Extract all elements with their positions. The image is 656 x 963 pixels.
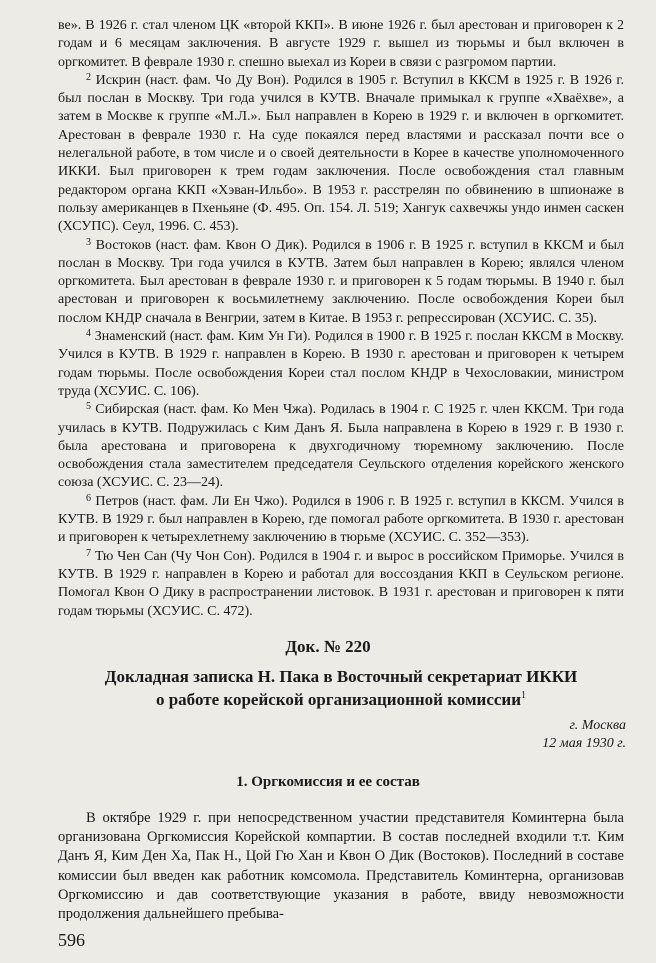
- footnote-number: 2: [86, 71, 91, 83]
- footnote-text: Искрин (наст. фам. Чо Ду Вон). Родился в 1905 г. Вступил в ККСМ в 1925 г. В 1926 г. был послан в Москву. Три года учился в КУТВ. Вначале примыкал к группе «Хваёхве», а затем в Москве к группе «М.Л.». Был направлен в Корею в 1929 г. и включен в оргкомитет. Арестован в феврале 1930 г. На суде покаялся перед властями и рассказал почти все о нелегальной работе, в том числе и о своей деятельности в Корее в качестве уполномоченного ИККИ. Был приговорен к трем годам заключения. После освобождения стал главным редактором органа ККП «Хэван-Ильбо». В 1953 г. расстрелян по обвинению в шпионаже в пользу американцев в Пхеньяне (Ф. 495. Оп. 154. Л. 519; Хангук сахвечжы ундо инмен саскен (ХСУПС). Сеул, 1996. С. 453).: [58, 72, 625, 235]
- footnote-number: 4: [86, 328, 91, 340]
- body-paragraph: В октябре 1929 г. при непосредственном участии представителя Коминтерна была организована Оргкомиссия Корейской компартии. В состав последней входили т.т. Ким Данъ Я, Ким Ден Ха, Пак Н., Цой Гю Хан и Квон О Дик (Востоков). Последний в составе комиссии был введен как работник комсомола. Представитель Коминтерна, организовав Оргкомиссию и дав соответствующие указания в работе, ввиду невозможности продолжения дальнейшего пребыва-: [58, 810, 624, 923]
- footnote-text: Петров (наст. фам. Ли Ен Чжо). Родился в 1906 г. В 1925 г. вступил в ККСМ. Учился в КУТВ. В 1929 г. был направлен в Корею, где помогал работе оргкомитета. В 1930 г. арестован и приговорен к четырехлетнему заключению в тюрьме (ХСУИС. С. 352—353).: [58, 493, 625, 546]
- footnote-number: 3: [86, 236, 91, 248]
- footnote-number: 5: [86, 401, 91, 413]
- document-number: Док. № 220: [285, 637, 371, 656]
- document-title-text: о работе корейской организационной комиссии: [155, 690, 522, 709]
- document-place: г. Москва: [569, 718, 626, 733]
- footnote-3: [58, 237, 624, 328]
- place-and-date: [542, 717, 626, 753]
- footnote-2: [58, 72, 624, 237]
- footnote-continuation: [58, 17, 624, 72]
- footnote-text: Знаменский (наст. фам. Ким Ун Ги). Родился в 1900 г. В 1925 г. послан ККСМ в Москву. Учился в КУТВ. В 1929 г. направлен в Корею. В 1930 г. арестован и приговорен к четырем годам тюрьмы. После освобождения Кореи стал послом КНДР в Чехословакии, министром труда (ХСУИС. С. 106).: [58, 329, 625, 399]
- footnote-6: [58, 493, 624, 548]
- document-title: [58, 665, 624, 711]
- footnote-number: 7: [86, 547, 91, 559]
- footnote-5: [58, 401, 624, 492]
- footnote-text: Тю Чен Сан (Чу Чон Сон). Родился в 1904 г. и вырос в российском Приморье. Учился в КУТВ. В 1929 г. направлен в Корею и работал для воссоздания ККП в Сеульском регионе. Помогал Квон О Дику в распространении листовок. В 1931 г. арестован и приговорен к пяти годам тюрьмы (ХСУИС. С. 472).: [58, 548, 625, 619]
- section-heading: 1. Оргкомиссия и ее состав: [236, 774, 420, 790]
- document-date: 12 мая 1930 г.: [542, 736, 626, 751]
- document-title-line-1: Докладная записка Н. Пака в Восточный секретариат ИККИ: [104, 667, 578, 686]
- footnote-text: ве». В 1926 г. стал членом ЦК «второй ККП». В июне 1926 г. был арестован и приговорен к 2 годам и 6 месяцам заключения. В августе 1929 г. вышел из тюрьмы и был включен в оргкомитет. В феврале 1930 г. спешно выехал из Кореи в связи с разгромом партии.: [58, 18, 624, 70]
- footnote-4: [58, 328, 624, 401]
- page-number: 596: [58, 930, 85, 950]
- footnote-7: [58, 548, 624, 621]
- title-footnote-marker: 1: [521, 690, 527, 701]
- footnote-number: 6: [86, 492, 91, 504]
- footnotes-section: [58, 17, 624, 621]
- footnote-text: Востоков (наст. фам. Квон О Дик). Родился в 1906 г. В 1925 г. вступил в ККСМ и был послан в Москву. Три года учился в КУТВ. Затем был направлен в Корею; являлся членом оргкомитета. Был арестован в феврале 1930 г. и приговорен к 5 годам тюрьмы. В 1940 г. был арестован и приговорен к восьмилетнему заключению. После освобождения Кореи был послом КНДР сначала в Венгрии, затем в Китае. В 1953 г. репрессирован (ХСУИС. С. 35).: [58, 237, 625, 326]
- document-title-line-2: [58, 688, 624, 711]
- footnote-text: Сибирская (наст. фам. Ко Мен Чжа). Родилась в 1904 г. С 1925 г. член ККСМ. Три года училась в КУТВ. Подружилась с Ким Данъ Я. Была направлена в Корею в 1929 г. В 1930 г. была арестована и приговорена к двухгодичному тюремному заключению. После освобождения стала заместителем председателя Сеульского отделения корейского женского союза (ХСУИС. С. 23—24).: [58, 402, 625, 491]
